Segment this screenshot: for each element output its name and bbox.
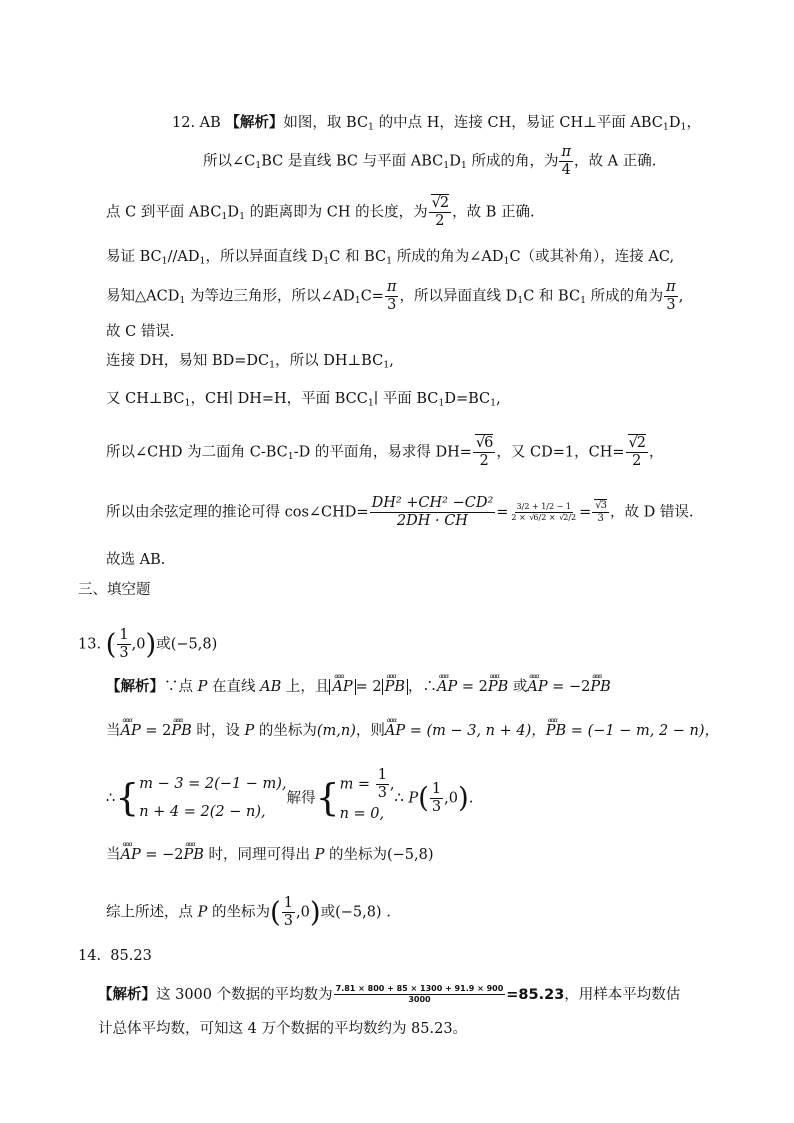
cosine-substitution: $\frac{3/2 + 1/2 - 1}{2 \times √ 6/2 \times √ 2/2}$ [509,503,578,523]
q12-line-10: 所以由余弦定理的推论可得 cos∠CHD= $\frac{\text{DH² +CH² −CD²}}{2DH \cdot CH}$ = $\frac{3/2 + 1/2 - 1}{2 \times √ 6/2 \times √ 2/2}$ = √ $\frac{3}{3}$ ，故 D 错误. [106,496,693,529]
q12-line-9: 所以∠CHD 为二面角 $C-BC_1-D$ 的平面角，易求得 DH= √ $\frac{6}{2}$ ，又 CD=1，CH= √ $\frac{2}{2}$ ， [106,436,663,469]
fraction-sqrt2-over-2-b: √ $\frac{2}{2}$ [626,436,648,469]
equation-system-2: m = $\frac{1}{3}$ , n = 0, [339,767,395,823]
equation-system-1: m − 3 = 2(−1 − m), n + 4 = 2(2 − n), [139,775,287,820]
q14-analysis-line-2: 计总体平均数，可知这 4 万个数据的平均数约为 85.23。 [98,1021,468,1037]
q13-analysis-line-3: ∴{m − 3 = 2(−1 − m), n + 4 = 2(2 − n),解得{m = $\frac{1}{3}$ , n = 0,∴ P( $\frac{1}{3}$ ,0). [106,768,473,829]
fraction-pi-over-3-b: $\frac{\pi}{3}$ [666,279,676,314]
q14-analysis-line-1: 【解析】这 3000 个数据的平均数为 $\frac{7.81 \times 800 + 85 \times 1300 + 91.9 \times 900}{3000}$ =85.23，用样本平均数估 [98,984,681,1005]
cosine-formula: $\frac{\text{DH² +CH² −CD²}}{2DH \cdot CH}$ [371,495,494,530]
q14-answer: 85.23 [110,948,152,964]
q12-line-2: 所以$\angle C_1BC$ 是直线 BC 与平面 $ABC_1D_1$ 所成的角，为 $\frac{\pi}{4}$ ，故 A 正确. [203,144,657,179]
cosine-result: √ $\frac{3}{3}$ [592,501,609,525]
analysis-tag: 【解析】 [225,115,284,131]
analysis-tag: 【解析】 [106,679,164,695]
q13-analysis-line-4: 当ɑɑɑ AP = −2ɑɑɑ PB 时，同理可得出 P 的坐标为(−5,8) [106,848,434,863]
q12-conclusion: 故选 AB. [106,552,166,568]
q12-line-7: 连接 DH，易知 $BD=DC_1$，所以 $DH\perp BC_1$, [106,353,394,371]
section-title: 三、填空题 [78,582,151,598]
fraction-sqrt6-over-2: √ $\frac{6}{2}$ [473,436,495,469]
q12-line-1: 12. AB 【解析】如图，取 $BC_1$ 的中点 H，连接 CH，易证 CH⊥平面 $ABC_1D_1$， [172,115,701,133]
q12-line-6: 故 C 错误. [106,324,175,340]
q12-line-4: 易证 $BC_1//AD_1$，所以异面直线 $D_1C$ 和 $BC_1$ 所成的角为$\angle AD_1C$（或其补角），连接 AC, [106,249,675,267]
fraction-sqrt2-over-2: √ $\frac{2}{2}$ [429,196,451,229]
q13-summary: 综上所述，点 P 的坐标为( $\frac{1}{3}$ ,0)或(−5,8) . [106,895,391,930]
fraction-pi-over-3-a: $\frac{\pi}{3}$ [386,279,397,314]
analysis-tag: 【解析】 [98,986,156,1003]
fraction-pi-over-4: $\frac{\pi}{4}$ [561,144,571,179]
q13-analysis-line-2: 当ɑɑɑ AP = 2ɑɑɑ PB 时，设 P 的坐标为(m,n)，则ɑɑɑ AP = (m − 3, n + 4)，ɑɑɑ PB = (−1 − m, 2 − n)， [106,724,719,739]
q12-line-5: 易知$\triangle ACD_1$ 为等边三角形，所以$\angle AD_1C=$ $\frac{\pi}{3}$ ，所以异面直线 $D_1C$ 和 $BC_1$ 所成的角为 $\frac{\pi}{3}$ , [106,279,684,314]
q14-number: 14. [78,948,102,964]
q13-analysis-line-1: 【解析】∵点 P 在直线 AB 上，且ɑɑɑ AP = 2ɑɑɑ PB ，∴ɑɑɑ AP = 2ɑɑɑ PB 或ɑɑɑ AP = −2ɑɑɑ PB [106,680,611,695]
q12-number: 12. AB [172,115,226,131]
q13-number: 13. [78,636,102,653]
q12-line-3: 点 C 到平面 $ABC_1D_1$ 的距离即为 CH 的长度，为 √ $\frac{2}{2}$ ，故 B 正确. [106,196,535,229]
q13-answer-line: 13. ( $\frac{1}{3}$ ,0)或(−5,8) [78,627,218,662]
q12-line-8: 又 $CH\perp BC_1$，CH∣ DH=H，平面 $BCC_1∣$ 平面 $BC_1D=BC_1$, [106,391,501,409]
mean-formula: $\frac{7.81 \times 800 + 85 \times 1300 + 91.9 \times 900}{3000}$ [335,984,504,1005]
q14-answer-line [78,949,152,964]
